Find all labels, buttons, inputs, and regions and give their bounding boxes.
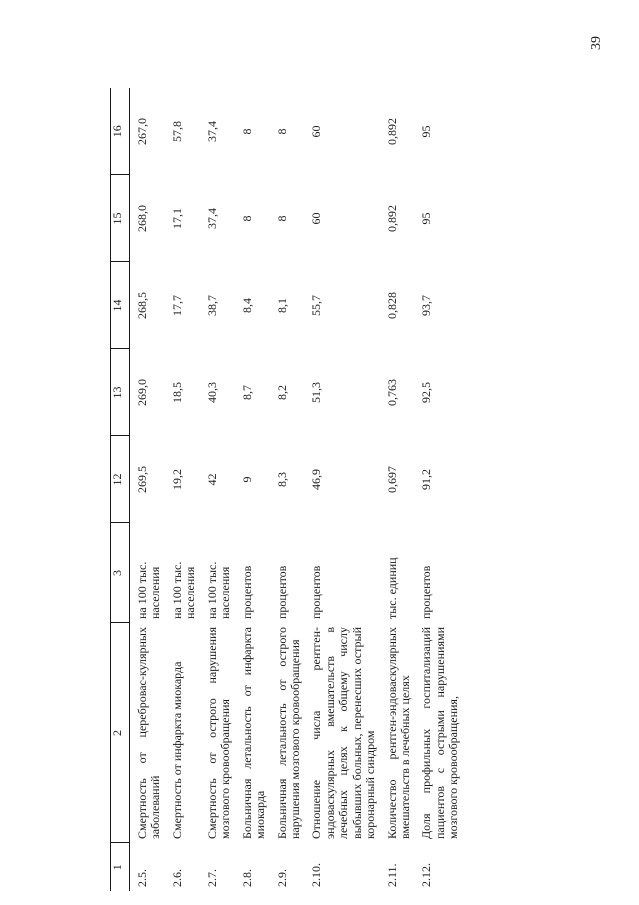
row-number: 2.5. [135,869,149,887]
value-cell: 60 [309,212,324,225]
value-cell: 0,892 [384,118,399,145]
value-cell: 18,5 [169,382,184,403]
value-cell: 91,2 [419,469,434,490]
unit-cell: на 100 тыс. населения [204,561,233,619]
value-cell: 95 [419,125,434,138]
row-number: 2.6. [169,869,184,887]
indicators-table [110,88,463,891]
header-col-year-12: 12 [111,436,130,523]
value-cell: 51,3 [309,382,324,403]
header-col-indicator: 2 [111,623,130,843]
value-cell: 8,3 [274,472,289,487]
value-cell: 8,1 [274,298,289,313]
unit-cell: процентов [419,565,434,619]
value-cell: 269,0 [135,379,149,406]
row-number: 2.10. [309,863,324,887]
unit-cell: на 100 тыс. населения [135,561,163,619]
value-cell: 0,828 [384,292,399,319]
value-cell: 8,2 [274,385,289,400]
unit-cell: процентов [274,565,289,619]
value-cell: 38,7 [204,295,219,316]
value-cell: 60 [309,125,324,138]
value-cell: 17,7 [169,295,184,316]
value-cell: 46,9 [309,469,324,490]
unit-cell: процентов [239,565,254,619]
header-col-year-13: 13 [111,349,130,436]
unit-cell: тыс. единиц [384,557,399,619]
row-number: 2.11. [384,863,399,887]
indicator-name: Смертность от цереброваc-кулярных заболеваний [135,627,163,839]
table-row [304,88,379,891]
header-col-year-14: 14 [111,262,130,349]
value-cell: 8,7 [239,385,254,400]
value-cell: 0,763 [384,379,399,406]
value-cell: 268,0 [135,205,149,232]
table-row [235,88,270,891]
value-cell: 9 [239,476,254,483]
value-cell: 40,3 [204,382,219,403]
row-number: 2.7. [204,869,219,887]
value-cell: 19,2 [169,469,184,490]
value-cell: 93,7 [419,295,434,316]
unit-cell: процентов [309,565,324,619]
table-row [414,88,462,891]
value-cell: 8,4 [239,298,254,313]
indicator-name: Смертность от инфаркта миокарда [169,661,184,839]
value-cell: 57,8 [169,121,184,142]
row-number: 2.8. [239,869,254,887]
value-cell: 8 [274,128,289,135]
header-col-year-16: 16 [111,88,130,175]
value-cell: 267,0 [135,118,149,145]
row-number: 2.12. [419,863,434,887]
value-cell: 55,7 [309,295,324,316]
table-row [200,88,235,891]
unit-cell: на 100 тыс. населения [169,561,198,619]
value-cell: 37,4 [204,121,219,142]
value-cell: 0,697 [384,466,399,493]
value-cell: 269,5 [135,466,149,493]
row-number: 2.9. [274,869,289,887]
value-cell: 17,1 [169,208,184,229]
value-cell: 0,892 [384,205,399,232]
indicator-name: Количество рентген-эндоваскулярных вмешательств в лечебных целях [384,627,412,839]
indicator-name: Отношение числа рентген-эндоваскулярных вмешательств в лечебных целях к общему числу выбывших больных, перенесших острый коронарный синдром [309,627,378,839]
value-cell: 42 [204,473,219,486]
indicator-name: Больничная летальность от инфаркта миокарда [239,627,268,839]
header-col-year-15: 15 [111,175,130,262]
table-row [380,88,415,891]
value-cell: 95 [419,212,434,225]
header-col-unit: 3 [111,523,130,623]
table-row [130,88,165,891]
table-row [165,88,200,891]
table-body [130,88,463,891]
value-cell: 92,5 [419,382,434,403]
page-number: 39 [589,36,604,50]
value-cell: 8 [239,128,254,135]
indicator-name: Больничная летальность от острого нарушения мозгового кровообращения [274,627,302,839]
indicator-name: Доля профильных госпитализаций пациентов с острыми нарушениями мозгового кровообращения, [419,627,461,839]
table-header [111,88,130,891]
value-cell: 268,5 [135,292,149,319]
table-row [270,88,305,891]
indicator-name: Смертность от острого нарушения мозгового кровообращения [204,627,233,839]
value-cell: 37,4 [204,208,219,229]
value-cell: 8 [239,215,254,222]
value-cell: 8 [274,215,289,222]
header-col-number: 1 [111,843,130,891]
